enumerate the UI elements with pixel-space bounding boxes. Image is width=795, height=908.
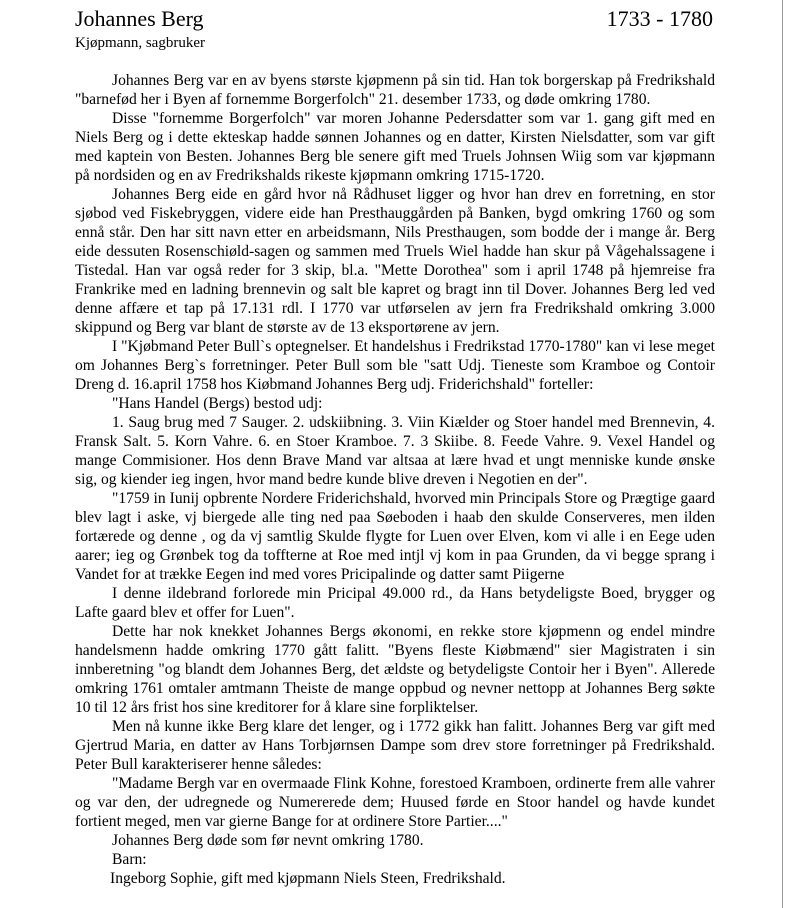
life-years: 1733 - 1780 xyxy=(606,6,713,31)
paragraph: I denne ildebrand forlorede min Pricipal 49.000 rd., da Hans betydeligste Boed, brygger og Lafte gaard blev et offer for Luen". xyxy=(75,585,715,621)
article-body xyxy=(75,71,715,888)
paragraph: "1759 in Iunij opbrente Nordere Friderichshald, hvorved min Principals Store og Prægtige gaard blev lagt i aske, vj biergede alle ting ned paa Søeboden i haab den skulde Conserveres, men ilden fortærede og denne , og da vj samtlig Skulde flygte for Luen over Elven, kom vi alle i en Eege uden aarer; ieg og Grønbek tog da toffterne at Roe med intjl vj kom in paa Grunden, da vi begge sprang i Vandet for at trække Eegen ind med vores Pricipalinde og datter samt Piigerne xyxy=(75,490,715,583)
paragraph: Johannes Berg eide en gård hvor nå Rådhuset ligger og hvor han drev en forretning, en stor sjøbod ved Fiskebryggen, videre eide han Presthauggården på Banken, bygd omkring 1760 og som ennå står. Den har sitt navn etter en arbeidsmann, Nils Presthaugen, som bodde der i mange år. Berg eide dessuten Rosenschiøld-sagen og sammen med Truels Wiel hadde han skur på Vågehalssagene i Tistedal. Han var også reder for 3 skip, bl.a. "Mette Dorothea" som i april 1748 på hjemreise fra Frankrike med en ladning brennevin og salt ble kapret og bragt inn til Dover. Johannes Berg led ved denne affære et tap på 17.131 rdl. I 1770 var utførselen av jern fra Fredrikshald omkring 3.000 skippund og Berg var blant de største av de 13 eksportørene av jern. xyxy=(75,186,715,336)
paragraph: Johannes Berg døde som før nevnt omkring 1780. xyxy=(112,832,424,849)
paragraph: Men nå kunne ikke Berg klare det lenger, og i 1772 gikk han falitt. Johannes Berg var gift med Gjertrud Maria, en datter av Hans Torbjørnsen Dampe som drev store forretninger på Fredrikshald. Peter Bull karakteriserer henne således: xyxy=(75,718,715,773)
page-edge-rule xyxy=(782,0,783,908)
child-entry: Ingeborg Sophie, gift med kjøpmann Niels Steen, Fredrikshald. xyxy=(110,870,506,887)
children-heading: Barn: xyxy=(112,851,147,868)
paragraph: "Hans Handel (Bergs) bestod udj: xyxy=(112,395,323,412)
occupation: Kjøpmann, sagbruker xyxy=(75,35,205,51)
paragraph: Dette har nok knekket Johannes Bergs økonomi, en rekke store kjøpmenn og endel mindre handelsmenn hadde omkring 1770 gått falitt. "Byens fleste Kiøbmænd" sier Magistraten i sin innberetning "og blandt dem Johannes Berg, det ældste og betydeligste Contoir her i Byen". Allerede omkring 1761 omtaler amtmann Theiste de mange oppbud og nevner nettopp at Johannes Berg søkte 10 til 12 års frist hos sine kreditorer for å klare sine forpliktelser. xyxy=(75,623,715,716)
paragraph: 1. Saug brug med 7 Sauger. 2. udskiibning. 3. Viin Kiælder og Stoer handel med Brennevin, 4. Fransk Salt. 5. Korn Vahre. 6. en Stoer Kramboe. 7. 3 Skiibe. 8. Feede Vahre. 9. Vexel Handel og mange Commisioner. Hos denn Brave Mand var altsaa at lære hvad et ungt menniske kunde ønske sig, og kiender ieg ingen, hvor mand bedre kunde blive dreven i Negotien en der". xyxy=(75,414,715,488)
paragraph: Disse "fornemme Borgerfolch" var moren Johanne Pedersdatter som var 1. gang gift med en Niels Berg og i dette ekteskap hadde sønnen Johannes og en datter, Kirsten Nielsdatter, som var gift med kaptein von Besten. Johannes Berg ble senere gift med Truels Johnsen Wiig som var kjøpmann på nordsiden og en av Fredrikshalds rikeste kjøpmann omkring 1715-1720. xyxy=(75,110,715,184)
paragraph: Johannes Berg var en av byens største kjøpmenn på sin tid. Han tok borgerskap på Fredrikshald "barnefød her i Byen af fornemme Borgerfolch" 21. desember 1733, og døde omkring 1780. xyxy=(75,72,715,108)
document-page xyxy=(75,6,715,888)
paragraph: "Madame Bergh var en overmaade Flink Kohne, forestoed Kramboen, ordinerte frem alle vahrer og var den, der udregnede og Numererede dem; Huused førde en Stoor handel og havde kundet fortient meged, men var gierne Bange for at ordinere Store Partier...." xyxy=(75,775,715,830)
person-name: Johannes Berg xyxy=(75,6,204,31)
paragraph: I "Kjøbmand Peter Bull`s optegnelser. Et handelshus i Fredrikstad 1770-1780" kan vi lese meget om Johannes Berg`s forretninger. Peter Bull som ble "satt Udj. Tieneste som Kramboe og Contoir Dreng d. 16.april 1758 hos Kiøbmand Johannes Berg udj. Friderichshald" forteller: xyxy=(75,338,715,393)
header xyxy=(75,6,715,32)
